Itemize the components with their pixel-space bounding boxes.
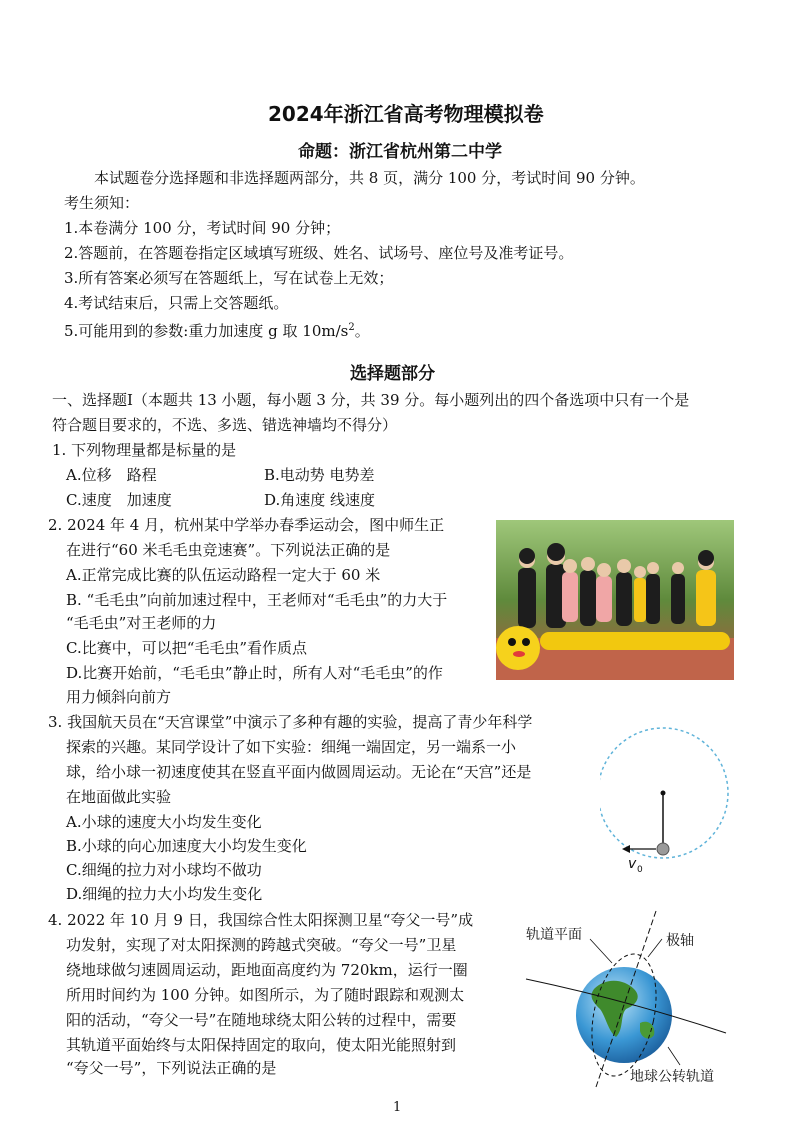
notice-item-2: 2.答题前，在答题卷指定区域填写班级、姓名、试场号、座位号及准考证号。 [64, 244, 574, 262]
exam-subtitle: 命题：浙江省杭州第二中学 [298, 142, 502, 162]
notice-heading: 考生须知： [64, 194, 140, 212]
orbit-plane-label: 轨道平面 [526, 927, 582, 943]
q1-option-d: D.角速度 线速度 [264, 491, 376, 509]
earth [576, 967, 672, 1063]
q3-option-c: C.细绳的拉力对小球均不做功 [66, 861, 262, 879]
q4-stem-7: “夸父一号”，下列说法正确的是 [66, 1059, 277, 1077]
q4-stem-2: 功发射，实现了对太阳探测的跨越式突破。“夸父一号”卫星 [66, 936, 457, 954]
q1-option-c: C.速度 加速度 [66, 491, 172, 509]
earth-orbit-diagram [520, 905, 730, 1090]
q3-stem-2: 探索的兴趣。某同学设计了如下实验：细绳一端固定，另一端系一小 [66, 738, 517, 756]
q4-stem-1: 4. 2022 年 10 月 9 日，我国综合性太阳探测卫星“夸父一号”成 [48, 911, 474, 929]
q3-option-a: A.小球的速度大小均发生变化 [66, 813, 262, 831]
section-desc-2: 符合题目要求的，不选、多选、错选神墙均不得分） [52, 416, 398, 434]
q2-option-d-2: 用力倾斜向前方 [66, 688, 172, 706]
q2-option-c: C.比赛中，可以把“毛毛虫”看作质点 [66, 639, 308, 657]
q2-option-d-1: D.比赛开始前，“毛毛虫”静止时，所有人对“毛毛虫”的作 [66, 664, 443, 682]
q2-option-a: A.正常完成比赛的队伍运动路程一定大于 60 米 [66, 566, 381, 584]
ball [657, 843, 669, 855]
page-number: 1 [393, 1100, 402, 1115]
q4-stem-3: 绕地球做匀速圆周运动，距地面高度约为 720km，运行一圈 [66, 961, 468, 979]
q4-stem-4: 所用时间约为 100 分钟。如图所示，为了随时跟踪和观测太 [66, 986, 465, 1004]
race-photo [496, 520, 734, 680]
q1-option-a: A.位移 路程 [66, 466, 157, 484]
q1-stem: 1. 下列物理量都是标量的是 [52, 441, 237, 459]
q3-stem-4: 在地面做此实验 [66, 788, 172, 806]
q3-stem-1: 3. 我国航天员在“天宫课堂”中演示了多种有趣的实验，提高了青少年科学 [48, 713, 533, 731]
notice-item-5 [64, 318, 370, 341]
exam-title: 2024年浙江省高考物理模拟卷 [268, 102, 544, 126]
notice-item-4: 4.考试结束后，只需上交答题纸。 [64, 294, 289, 312]
notice-item-1: 1.本卷满分 100 分，考试时间 90 分钟； [64, 219, 341, 237]
q3-option-b: B.小球的向心加速度大小均发生变化 [66, 837, 307, 855]
polar-axis-label: 极轴 [666, 933, 694, 949]
velocity-subscript: 0 [637, 865, 643, 875]
notice-item-5-sup: 2 [348, 322, 355, 333]
notice-item-3: 3.所有答案必须写在答题纸上，写在试卷上无效； [64, 269, 394, 287]
circular-motion-diagram [600, 715, 760, 880]
q4-stem-6: 其轨道平面始终与太阳保持固定的取向，使太阳光能照射到 [66, 1036, 457, 1054]
velocity-arrowhead [622, 845, 630, 853]
q3-option-d: D.细绳的拉力大小均发生变化 [66, 885, 263, 903]
notice-item-5-text: 5.可能用到的参数:重力加速度 g 取 10m/s [64, 322, 349, 340]
earth-orbit-label: 地球公转轨道 [630, 1069, 714, 1085]
q2-stem-1: 2. 2024 年 4 月，杭州某中学举办春季运动会，图中师生正 [48, 516, 445, 534]
section-title: 选择题部分 [350, 364, 435, 384]
q3-stem-3: 球，给小球一初速度使其在竖直平面内做圆周运动。无论在“天宫”还是 [66, 763, 532, 781]
q2-option-b-2: “毛毛虫”对王老师的力 [66, 614, 217, 632]
q1-option-b: B.电动势 电势差 [264, 466, 375, 484]
q4-stem-5: 阳的活动，“夸父一号”在随地球绕太阳公转的过程中，需要 [66, 1011, 457, 1029]
section-desc-1: 一、选择题Ⅰ（本题共 13 小题，每小题 3 分，共 39 分。每小题列出的四个备选项中只有一个是 [52, 391, 690, 409]
velocity-label: v [628, 856, 637, 872]
exam-intro: 本试题卷分选择题和非选择题两部分，共 8 页，满分 100 分，考试时间 90 分钟。 [94, 169, 645, 187]
q2-stem-2: 在进行“60 米毛毛虫竞速赛”。下列说法正确的是 [66, 541, 391, 559]
q2-option-b-1: B. “毛毛虫”向前加速过程中，王老师对“毛毛虫”的力大于 [66, 591, 448, 609]
notice-item-5-end: 。 [354, 322, 370, 340]
